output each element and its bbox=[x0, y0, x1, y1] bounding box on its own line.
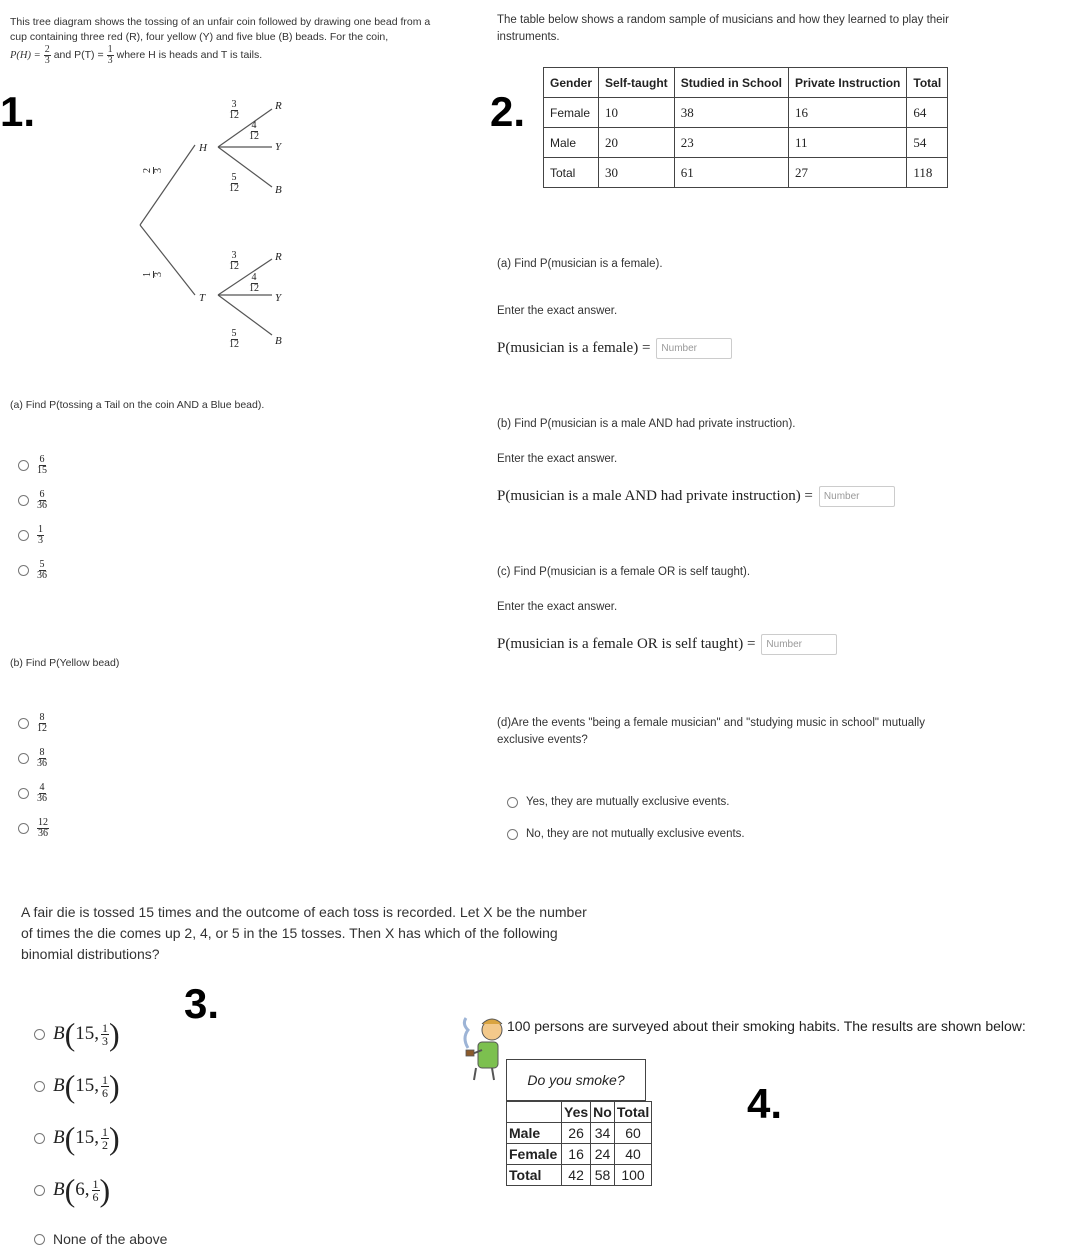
q1-part-b-question: (b) Find P(Yellow bead) bbox=[10, 657, 120, 669]
table-header-row: Gender Self-taught Studied in School Private Instruction Total bbox=[544, 68, 948, 98]
q1-pt-label: and P(T) = bbox=[53, 49, 104, 61]
q3-option-4[interactable]: B ( 6, 1 6 ) bbox=[34, 1174, 110, 1206]
tree-branch-t-r bbox=[218, 259, 272, 295]
tree-label-h-r: R bbox=[275, 100, 282, 112]
tree-node-t: T bbox=[199, 292, 206, 304]
q1-b-option-1[interactable]: $\frac{8}{12}$ bbox=[18, 713, 47, 734]
q1-intro-line3-end: where H is heads and T is tails. bbox=[116, 49, 263, 61]
q2-number: 2. bbox=[490, 88, 526, 135]
q2-part-c-equation: P(musician is a female OR is self taught) = bbox=[497, 636, 756, 652]
q2-d-option-no[interactable]: No, they are not mutually exclusive events. bbox=[507, 828, 745, 840]
q2-part-d-question: (d)Are the events "being a female musician" and "studying music in school" mutually exclusive events? bbox=[497, 717, 925, 746]
table-row: Female 10 38 16 64 bbox=[544, 98, 948, 128]
q3-option-1[interactable]: B ( 15, 1 3 ) bbox=[34, 1018, 120, 1050]
q2-answer-c-input[interactable]: Number bbox=[761, 634, 837, 655]
q1-b-option-3[interactable]: $\frac{4}{36}$ bbox=[18, 783, 47, 804]
table-row: Total 42 58 100 bbox=[507, 1165, 652, 1186]
q1-intro bbox=[10, 15, 450, 66]
radio-button[interactable] bbox=[34, 1029, 45, 1040]
q1-intro-line1: This tree diagram shows the tossing of an unfair coin followed by drawing one bead from a bbox=[10, 16, 431, 28]
q2-part-a-equation: P(musician is a female) = bbox=[497, 340, 651, 356]
tree-prob-t-y: $\frac{4}{12}$ bbox=[249, 272, 259, 294]
radio-button[interactable] bbox=[507, 829, 518, 840]
q3-option-3[interactable]: B ( 15, 1 2 ) bbox=[34, 1122, 120, 1154]
radio-button[interactable] bbox=[18, 495, 29, 506]
tree-prob-h: 2 3 bbox=[142, 168, 164, 173]
q2-part-a-question: (a) Find P(musician is a female). bbox=[497, 258, 663, 270]
q1-intro-line2: cup containing three red (R), four yellow (Y) and five blue (B) beads. For the coin, bbox=[10, 31, 389, 43]
radio-button[interactable] bbox=[34, 1185, 45, 1196]
radio-button[interactable] bbox=[18, 823, 29, 834]
radio-button[interactable] bbox=[34, 1081, 45, 1092]
table-row: Total 30 61 27 118 bbox=[544, 158, 948, 188]
tree-prob-t-b: $\frac{5}{12}$ bbox=[229, 328, 239, 350]
q3-question: A fair die is tossed 15 times and the outcome of each toss is recorded. Let X be the number of times the die comes up 2, 4, or 5 in the 15 tosses. Then X has which of the following binomial distributions? bbox=[21, 904, 587, 962]
q1-a-option-2[interactable]: $\frac{6}{36}$ bbox=[18, 490, 47, 511]
radio-button[interactable] bbox=[507, 797, 518, 808]
radio-button[interactable] bbox=[34, 1133, 45, 1144]
q2-part-b-equation: P(musician is a male AND had private instruction) = bbox=[497, 488, 813, 504]
table-header-row: Yes No Total bbox=[507, 1102, 652, 1123]
q2-answer-b-input[interactable]: Number bbox=[819, 486, 895, 507]
q4-table-title: Do you smoke? bbox=[506, 1059, 646, 1101]
q2-table bbox=[543, 67, 948, 188]
radio-button[interactable] bbox=[18, 460, 29, 471]
q1-pt-frac: $\frac{1}{3}$ bbox=[107, 44, 113, 66]
q2-part-b-question: (b) Find P(musician is a male AND had private instruction). bbox=[497, 418, 796, 430]
q2-part-b-enter: Enter the exact answer. bbox=[497, 453, 618, 465]
q2-part-c-enter: Enter the exact answer. bbox=[497, 601, 618, 613]
tree-label-t-b: B bbox=[275, 335, 282, 347]
tree-branch-h-b bbox=[218, 147, 272, 187]
tree-branch-t bbox=[140, 225, 195, 295]
smoker-cartoon-icon bbox=[458, 1016, 506, 1082]
radio-button[interactable] bbox=[18, 530, 29, 541]
radio-button[interactable] bbox=[18, 788, 29, 799]
q2-part-c-question: (c) Find P(musician is a female OR is self taught). bbox=[497, 566, 751, 578]
q4-intro: 100 persons are surveyed about their smoking habits. The results are shown below: bbox=[507, 1018, 1026, 1034]
radio-button[interactable] bbox=[18, 718, 29, 729]
tree-prob-t-r: $\frac{3}{12}$ bbox=[229, 250, 239, 272]
q1-b-option-4[interactable]: $\frac{12}{36}$ bbox=[18, 818, 49, 839]
q1-ph-label: P(H) = bbox=[10, 50, 41, 61]
q2-intro: The table below shows a random sample of musicians and how they learned to play their instruments. bbox=[497, 14, 949, 43]
q1-ph-frac: $\frac{2}{3}$ bbox=[44, 44, 50, 66]
tree-label-h-b: B bbox=[275, 184, 282, 196]
q1-number: 1. bbox=[0, 88, 36, 135]
tree-label-t-r: R bbox=[275, 251, 282, 263]
q4-number: 4. bbox=[747, 1080, 783, 1127]
q1-b-option-2[interactable]: $\frac{8}{36}$ bbox=[18, 748, 47, 769]
q4-table bbox=[506, 1101, 652, 1186]
q3-number: 3. bbox=[184, 980, 220, 1027]
tree-branch-h-r bbox=[218, 109, 272, 147]
q1-a-option-4[interactable]: $\frac{5}{36}$ bbox=[18, 560, 47, 581]
radio-button[interactable] bbox=[18, 565, 29, 576]
table-row: Male 20 23 11 54 bbox=[544, 128, 948, 158]
q1-tree-diagram bbox=[130, 95, 310, 355]
q2-part-a-enter: Enter the exact answer. bbox=[497, 305, 618, 317]
q1-part-a-question: (a) Find P(tossing a Tail on the coin AND a Blue bead). bbox=[10, 399, 265, 411]
q2-answer-a-input[interactable]: Number bbox=[656, 338, 732, 359]
q1-a-option-1[interactable]: $\frac{6}{15}$ bbox=[18, 455, 47, 476]
radio-button[interactable] bbox=[34, 1234, 45, 1245]
q3-option-none[interactable]: None of the above bbox=[34, 1231, 167, 1247]
table-row: Male 26 34 60 bbox=[507, 1123, 652, 1144]
tree-label-t-y: Y bbox=[275, 292, 282, 304]
tree-prob-h-b: $\frac{5}{12}$ bbox=[229, 172, 239, 194]
radio-button[interactable] bbox=[18, 753, 29, 764]
tree-branch-t-b bbox=[218, 295, 272, 335]
tree-branch-h bbox=[140, 145, 195, 225]
tree-label-h-y: Y bbox=[275, 141, 282, 153]
tree-prob-h-y: $\frac{4}{12}$ bbox=[249, 120, 259, 142]
tree-node-h: H bbox=[199, 142, 207, 154]
q3-option-2[interactable]: B ( 15, 1 6 ) bbox=[34, 1070, 120, 1102]
q1-a-option-3[interactable]: $\frac{1}{3}$ bbox=[18, 525, 44, 546]
tree-prob-h-r: $\frac{3}{12}$ bbox=[229, 99, 239, 121]
table-row: Female 16 24 40 bbox=[507, 1144, 652, 1165]
q2-d-option-yes[interactable]: Yes, they are mutually exclusive events. bbox=[507, 796, 730, 808]
tree-prob-t: 1 3 bbox=[142, 272, 164, 277]
